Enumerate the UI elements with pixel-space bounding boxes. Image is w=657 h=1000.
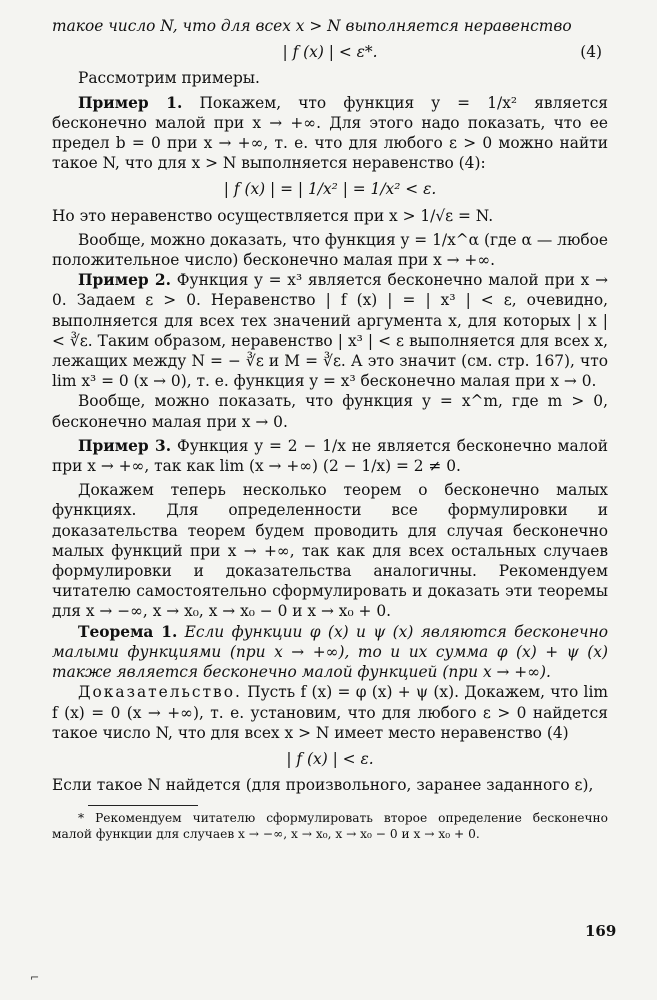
text-line: Если такое N найдется (для произвольного, заранее заданного ε), <box>52 776 594 795</box>
page-body <box>52 16 608 842</box>
theorem-label: Теорема 1. <box>78 622 178 641</box>
proof-text: Пусть f (x) = φ (x) + ψ (x). Докажем, что lim f (x) = 0 (x → +∞), т. е. установим, что для любого ε > 0 найдется такое число N, что для всех x > N имеет место неравенство (4) <box>52 683 608 742</box>
paragraph: Вообще, можно доказать, что функция y = 1/x^α (где α — любое положительное число) бесконечно малая при x → +∞. <box>52 230 608 270</box>
formula-text: | f (x) | < ε. <box>286 749 374 768</box>
proof-label: Доказательство. <box>78 683 242 702</box>
proof <box>52 682 608 743</box>
equation-number: (4) <box>580 43 602 62</box>
example-label: Пример 2. <box>78 271 171 290</box>
text-line: Но это неравенство осуществляется при x > 1/√ε = N. <box>52 206 494 225</box>
text-line: Рассмотрим примеры. <box>78 69 260 88</box>
example-1 <box>52 93 608 174</box>
formula <box>52 179 608 199</box>
example-2 <box>52 270 608 391</box>
example-label: Пример 3. <box>78 436 172 455</box>
theorem-text: Если функции φ (x) и ψ (x) являются бесконечно малыми функциями (при x → +∞), то и их сумма φ (x) + ψ (x) также является бесконечно малой функцией (при x → +∞). <box>52 622 608 682</box>
example-text: Функция y = 2 − 1/x не является бесконечно малой при x → +∞, так как lim (x → +∞) (2 − 1/x) = 2 ≠ 0. <box>52 436 609 476</box>
formula-text: | f (x) | = | 1/x² | = 1/x² < ε. <box>223 180 437 199</box>
example-text: Покажем, что функция y = 1/x² является бесконечно малой при x → +∞. Для этого надо показать, что ее предел b = 0 при x → +∞, т. е. что для любого ε > 0 можно найти такое N, что для x > N выполняется неравенство (4): <box>52 93 609 173</box>
paragraph: Докажем теперь несколько теорем о бесконечно малых функциях. Для определенности все формулировки и доказательства теорем будем проводить для случая бесконечно малых функций при x → +∞, так как для всех остальных случаев формулировки и доказательства аналогичны. Рекомендуем читателю самостоятельно сформулировать и доказать эти теоремы для x → −∞, x → x₀, x → x₀ − 0 и x → x₀ + 0. <box>52 481 608 621</box>
text-line: такое число N, что для всех x > N выполняется неравенство <box>52 17 572 35</box>
footnote-rule <box>88 805 198 806</box>
page-number: 169 <box>585 922 617 940</box>
example-3 <box>52 436 608 476</box>
formula: | f (x) | < ε*. <box>282 43 378 62</box>
footnote: * Рекомендуем читателю сформулировать второе определение бесконечно малой функции для случаев x → −∞, x → x₀, x → x₀ − 0 и x → x₀ + 0. <box>52 811 608 842</box>
example-label: Пример 1. <box>78 93 183 112</box>
formula-4 <box>52 42 608 62</box>
example-text: Функция y = x³ является бесконечно малой при x → 0. Задаем ε > 0. Неравенство | f (x) | = | x³ | < ε, очевидно, выполняется для всех тех значений аргумента x, для которых | x | < ∛ε. Таким образом, неравенство | x³ | < ε выполняется для всех x, лежащих между N = − ∛ε и M = ∛ε. А это значит (см. стр. 167), что lim x³ = 0 (x → 0), т. е. функция y = x³ бесконечно малая при x → 0. <box>52 271 608 391</box>
corner-mark: ⌐ <box>30 971 40 984</box>
theorem-1 <box>52 622 608 683</box>
paragraph: Вообще, можно показать, что функция y = x^m, где m > 0, бесконечно малая при x → 0. <box>52 392 608 431</box>
formula <box>52 749 608 769</box>
